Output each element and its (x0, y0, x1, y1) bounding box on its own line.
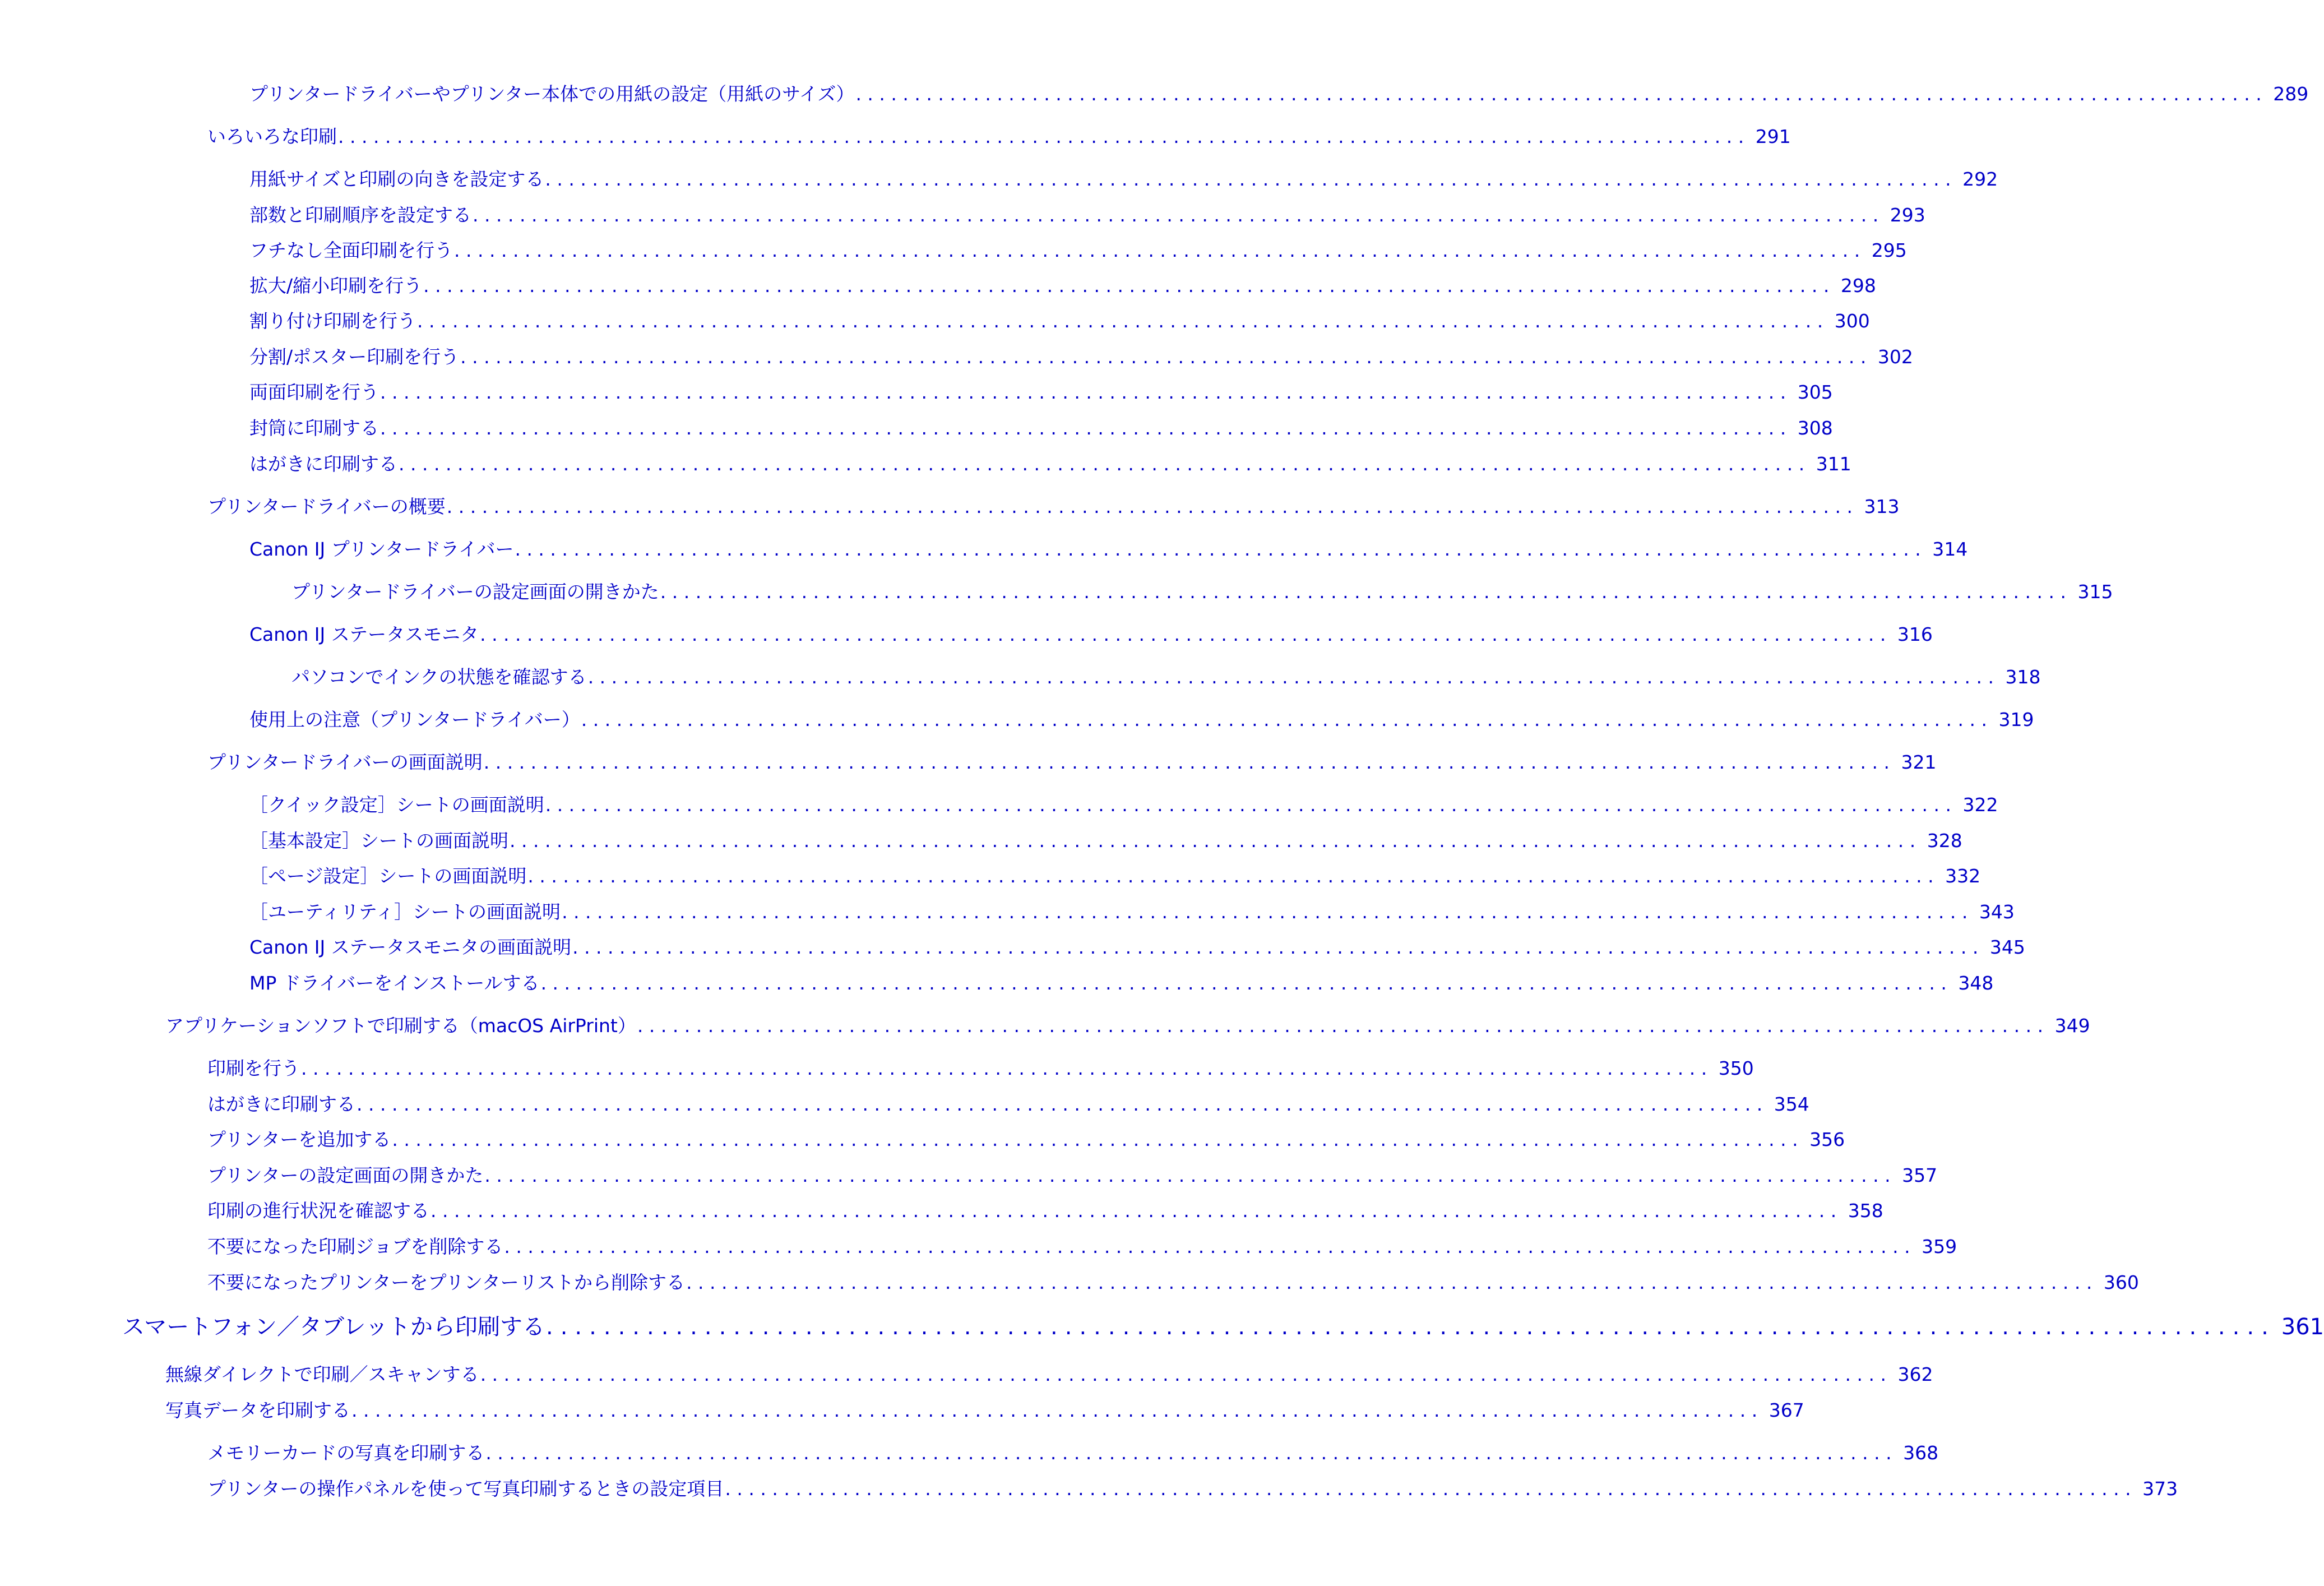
toc-entry-title: Canon IJ ステータスモニタの画面説明 (249, 936, 572, 958)
toc-page-number: 368 (1903, 1442, 1939, 1464)
toc-entry-title: プリンタードライバーの設定画面の開きかた (291, 581, 659, 603)
dot-leader: ........................................................................................................................ (301, 1057, 1713, 1079)
toc-entry-title: パソコンでインクの状態を確認する (291, 666, 587, 688)
toc-entry[interactable] (165, 1014, 2090, 1038)
toc-page-number: 314 (1932, 538, 1968, 560)
dot-leader: ........................................................................................................................ (540, 972, 1953, 994)
dot-leader: ........................................................................................................................ (484, 1164, 1897, 1186)
dot-leader: ........................................................................................................................ (637, 1015, 2049, 1037)
dot-leader: ........................................................................................................................ (460, 346, 1872, 368)
dot-leader: ........................................................................................................................ (480, 1363, 1892, 1385)
toc-entry[interactable] (249, 380, 1833, 405)
toc-page-number: 319 (1998, 709, 2034, 730)
toc-entry-title: 用紙サイズと印刷の向きを設定する (249, 168, 544, 190)
toc-page-number: 367 (1769, 1399, 1804, 1421)
toc-entry-title: 印刷の進行状況を確認する (207, 1200, 429, 1222)
toc-page-number: 322 (1962, 794, 1998, 816)
dot-leader: ........................................................................................................................ (504, 1236, 1916, 1257)
dot-leader: ........................................................................................................................ (545, 168, 1957, 190)
dot-leader: ........................................................................................................................ (686, 1271, 2098, 1293)
toc-entry[interactable] (249, 708, 2034, 732)
toc-entry-title: 両面印刷を行う (249, 381, 379, 403)
dot-leader: ........................................................................................................................ (392, 1129, 1804, 1150)
toc-page-number: 313 (1864, 496, 1900, 517)
toc-entry[interactable] (207, 1199, 1883, 1223)
toc-entry-title: はがきに印刷する (249, 453, 397, 475)
dot-leader: ........................................................................................................................ (485, 1442, 1898, 1464)
toc-entry-title: MP ドライバーをインストールする (249, 972, 540, 994)
toc-entry[interactable] (207, 1056, 1754, 1081)
toc-entry-title: ［基本設定］シートの画面説明 (249, 830, 508, 852)
toc-entry-title: 部数と印刷順序を設定する (249, 204, 471, 226)
dot-leader: ........................................................................................................................ (380, 417, 1792, 439)
dot-leader: ........................................................................................................................ (545, 794, 1957, 816)
toc-entry[interactable] (207, 1163, 1938, 1188)
toc-entry[interactable] (249, 345, 1913, 369)
toc-entry-title: 無線ダイレクトで印刷／スキャンする (165, 1363, 479, 1385)
dot-leader: ........................................................................................................................ (587, 666, 2000, 688)
toc-page-number: 360 (2103, 1271, 2139, 1293)
dot-leader: ........................................................................................................................ (357, 1093, 1769, 1115)
toc-entry-title: ［クイック設定］シートの画面説明 (249, 794, 544, 816)
toc-page-number: 295 (1871, 239, 1907, 261)
toc-page-number: 348 (1958, 972, 1994, 994)
toc-page-number: 361 (2281, 1314, 2324, 1340)
dot-leader: ........................................................................................................................ (562, 901, 1974, 923)
toc-entry[interactable] (165, 1398, 1804, 1423)
toc-entry[interactable] (207, 1477, 2178, 1501)
toc-page-number: 357 (1902, 1164, 1938, 1186)
toc-page-number: 354 (1774, 1093, 1809, 1115)
toc-entry-title: 不要になった印刷ジョブを削除する (207, 1236, 503, 1257)
toc-entry-title: プリンターを追加する (207, 1129, 391, 1150)
toc-page-number: 315 (2077, 581, 2113, 603)
toc-page-number: 305 (1797, 381, 1833, 403)
dot-leader: ........................................................................................................................ (430, 1200, 1842, 1222)
toc-page-number: 298 (1840, 275, 1876, 297)
toc-page-number: 289 (2273, 83, 2309, 105)
dot-leader: ........................................................................................................................ (351, 1399, 1763, 1421)
toc-entry[interactable] (249, 309, 1870, 334)
toc-entry-title: 不要になったプリンターをプリンターリストから削除する (207, 1271, 686, 1293)
dot-leader: ........................................................................................................................ (510, 830, 1922, 852)
toc-entry-title: いろいろな印刷 (207, 126, 337, 147)
toc-page-number: 332 (1945, 865, 1981, 887)
toc-page-number: 291 (1755, 126, 1791, 147)
dot-leader: ........................................................................................................................ (417, 310, 1829, 332)
dot-leader: ........................................................................................................................ (660, 581, 2072, 603)
toc-entry[interactable] (249, 829, 1962, 853)
toc-page-number: 311 (1816, 453, 1851, 475)
toc-entry-title: スマートフォン／タブレットから印刷する (122, 1314, 545, 1340)
dot-leader: ........................................................................................................................ (454, 239, 1866, 261)
toc-entry[interactable] (207, 1234, 1957, 1259)
toc-chapter-entry[interactable] (122, 1312, 2324, 1342)
toc-page-number: 373 (2142, 1478, 2178, 1500)
toc-entry-title: アプリケーションソフトで印刷する（macOS AirPrint） (165, 1015, 636, 1037)
toc-entry-title: はがきに印刷する (207, 1093, 355, 1115)
toc-entry[interactable] (249, 864, 1981, 889)
toc-entry[interactable] (249, 452, 1851, 477)
toc-page-number: 302 (1877, 346, 1913, 368)
toc-entry[interactable] (249, 622, 1933, 647)
dot-leader: ........................................................................................................................ (338, 126, 1750, 147)
toc-entry[interactable] (249, 416, 1833, 441)
dot-leader: ........................................................................................................................ (572, 936, 1984, 958)
toc-entry-title: プリンタードライバーの概要 (207, 496, 446, 517)
toc-page-number: 349 (2054, 1015, 2090, 1037)
toc-entry-title: プリンターの操作パネルを使って写真印刷するときの設定項目 (207, 1478, 724, 1500)
toc-page-number: 356 (1809, 1129, 1845, 1150)
toc-entry[interactable] (207, 1441, 1939, 1465)
dot-leader: ........................................................................................................................ (527, 865, 1940, 887)
toc-entry[interactable] (207, 1270, 2139, 1295)
toc-entry-title: ［ページ設定］シートの画面説明 (249, 865, 527, 887)
toc-entry[interactable] (207, 124, 1791, 149)
toc-entry[interactable] (249, 82, 2309, 107)
toc-entry[interactable] (165, 1362, 1933, 1387)
toc-entry[interactable] (249, 203, 1925, 228)
dot-leader: ........................................................................................................................ (480, 623, 1892, 645)
dot-leader: ........................................................................................................................ (473, 204, 1885, 226)
toc-entry[interactable] (207, 494, 1900, 519)
dot-leader: ........................................................................................................................ (446, 496, 1859, 517)
toc-entry-title: 使用上の注意（プリンタードライバー） (249, 709, 580, 730)
toc-entry-title: 写真データを印刷する (165, 1399, 350, 1421)
toc-entry-title: 分割/ポスター印刷を行う (249, 346, 460, 368)
toc-entry-title: 拡大/縮小印刷を行う (249, 275, 423, 297)
toc-entry-title: フチなし全面印刷を行う (249, 239, 453, 261)
dot-leader: ........................................................................................................................ (483, 751, 1896, 773)
toc-entry-title: メモリーカードの写真を印刷する (207, 1442, 485, 1464)
toc-page-number: 300 (1834, 310, 1870, 332)
toc-page-number: 343 (1979, 901, 2015, 923)
dot-leader: ........................................................................................................................ (725, 1478, 2137, 1500)
toc-entry-title: 割り付け印刷を行う (249, 310, 416, 332)
toc-page-number: 292 (1962, 168, 1998, 190)
toc-entry-title: 封筒に印刷する (249, 417, 379, 439)
toc-page-number: 316 (1897, 623, 1933, 645)
toc-entry-title: ［ユーティリティ］シートの画面説明 (249, 901, 561, 923)
dot-leader: ........................................................................................................................ (581, 709, 1993, 730)
toc-entry[interactable] (249, 793, 1998, 817)
dot-leader: ........................................................................................................................ (515, 538, 1927, 560)
dot-leader: ........................................................................................................................ (546, 1314, 2276, 1340)
toc-entry[interactable] (291, 665, 2041, 690)
toc-page-number: 293 (1890, 204, 1925, 226)
toc-entry[interactable] (249, 935, 2025, 960)
toc-entry[interactable] (207, 750, 1937, 775)
dot-leader: ........................................................................................................................ (380, 381, 1792, 403)
toc-entry[interactable] (249, 238, 1907, 263)
toc-page-number: 362 (1897, 1363, 1933, 1385)
toc-entry-title: プリンターの設定画面の開きかた (207, 1164, 484, 1186)
toc-page-number: 318 (2005, 666, 2041, 688)
toc-page-number: 321 (1901, 751, 1937, 773)
dot-leader: ........................................................................................................................ (423, 275, 1835, 297)
toc-page-number: 350 (1718, 1057, 1754, 1079)
toc-entry-title: 印刷を行う (207, 1057, 300, 1079)
toc-page-number: 345 (1989, 936, 2025, 958)
toc-entry[interactable] (291, 580, 2113, 604)
toc-entry[interactable] (249, 167, 1998, 192)
toc-page-number: 358 (1848, 1200, 1883, 1222)
toc-entry-title: Canon IJ プリンタードライバー (249, 538, 514, 560)
dot-leader: ........................................................................................................................ (399, 453, 1811, 475)
toc-entry[interactable] (249, 537, 1968, 562)
toc-entry[interactable] (249, 274, 1876, 298)
toc-entry[interactable] (207, 1127, 1845, 1152)
toc-entry[interactable] (207, 1092, 1809, 1117)
toc-entry-title: プリンタードライバーやプリンター本体での用紙の設定（用紙のサイズ） (249, 83, 855, 105)
toc-entry[interactable] (249, 971, 1994, 996)
toc-entry-title: Canon IJ ステータスモニタ (249, 623, 479, 645)
toc-page-number: 308 (1797, 417, 1833, 439)
toc-page-number: 359 (1922, 1236, 1957, 1257)
toc-entry-title: プリンタードライバーの画面説明 (207, 751, 483, 773)
dot-leader: ........................................................................................................................ (855, 83, 2268, 105)
toc-entry[interactable] (249, 900, 2015, 924)
toc-page-number: 328 (1927, 830, 1962, 852)
